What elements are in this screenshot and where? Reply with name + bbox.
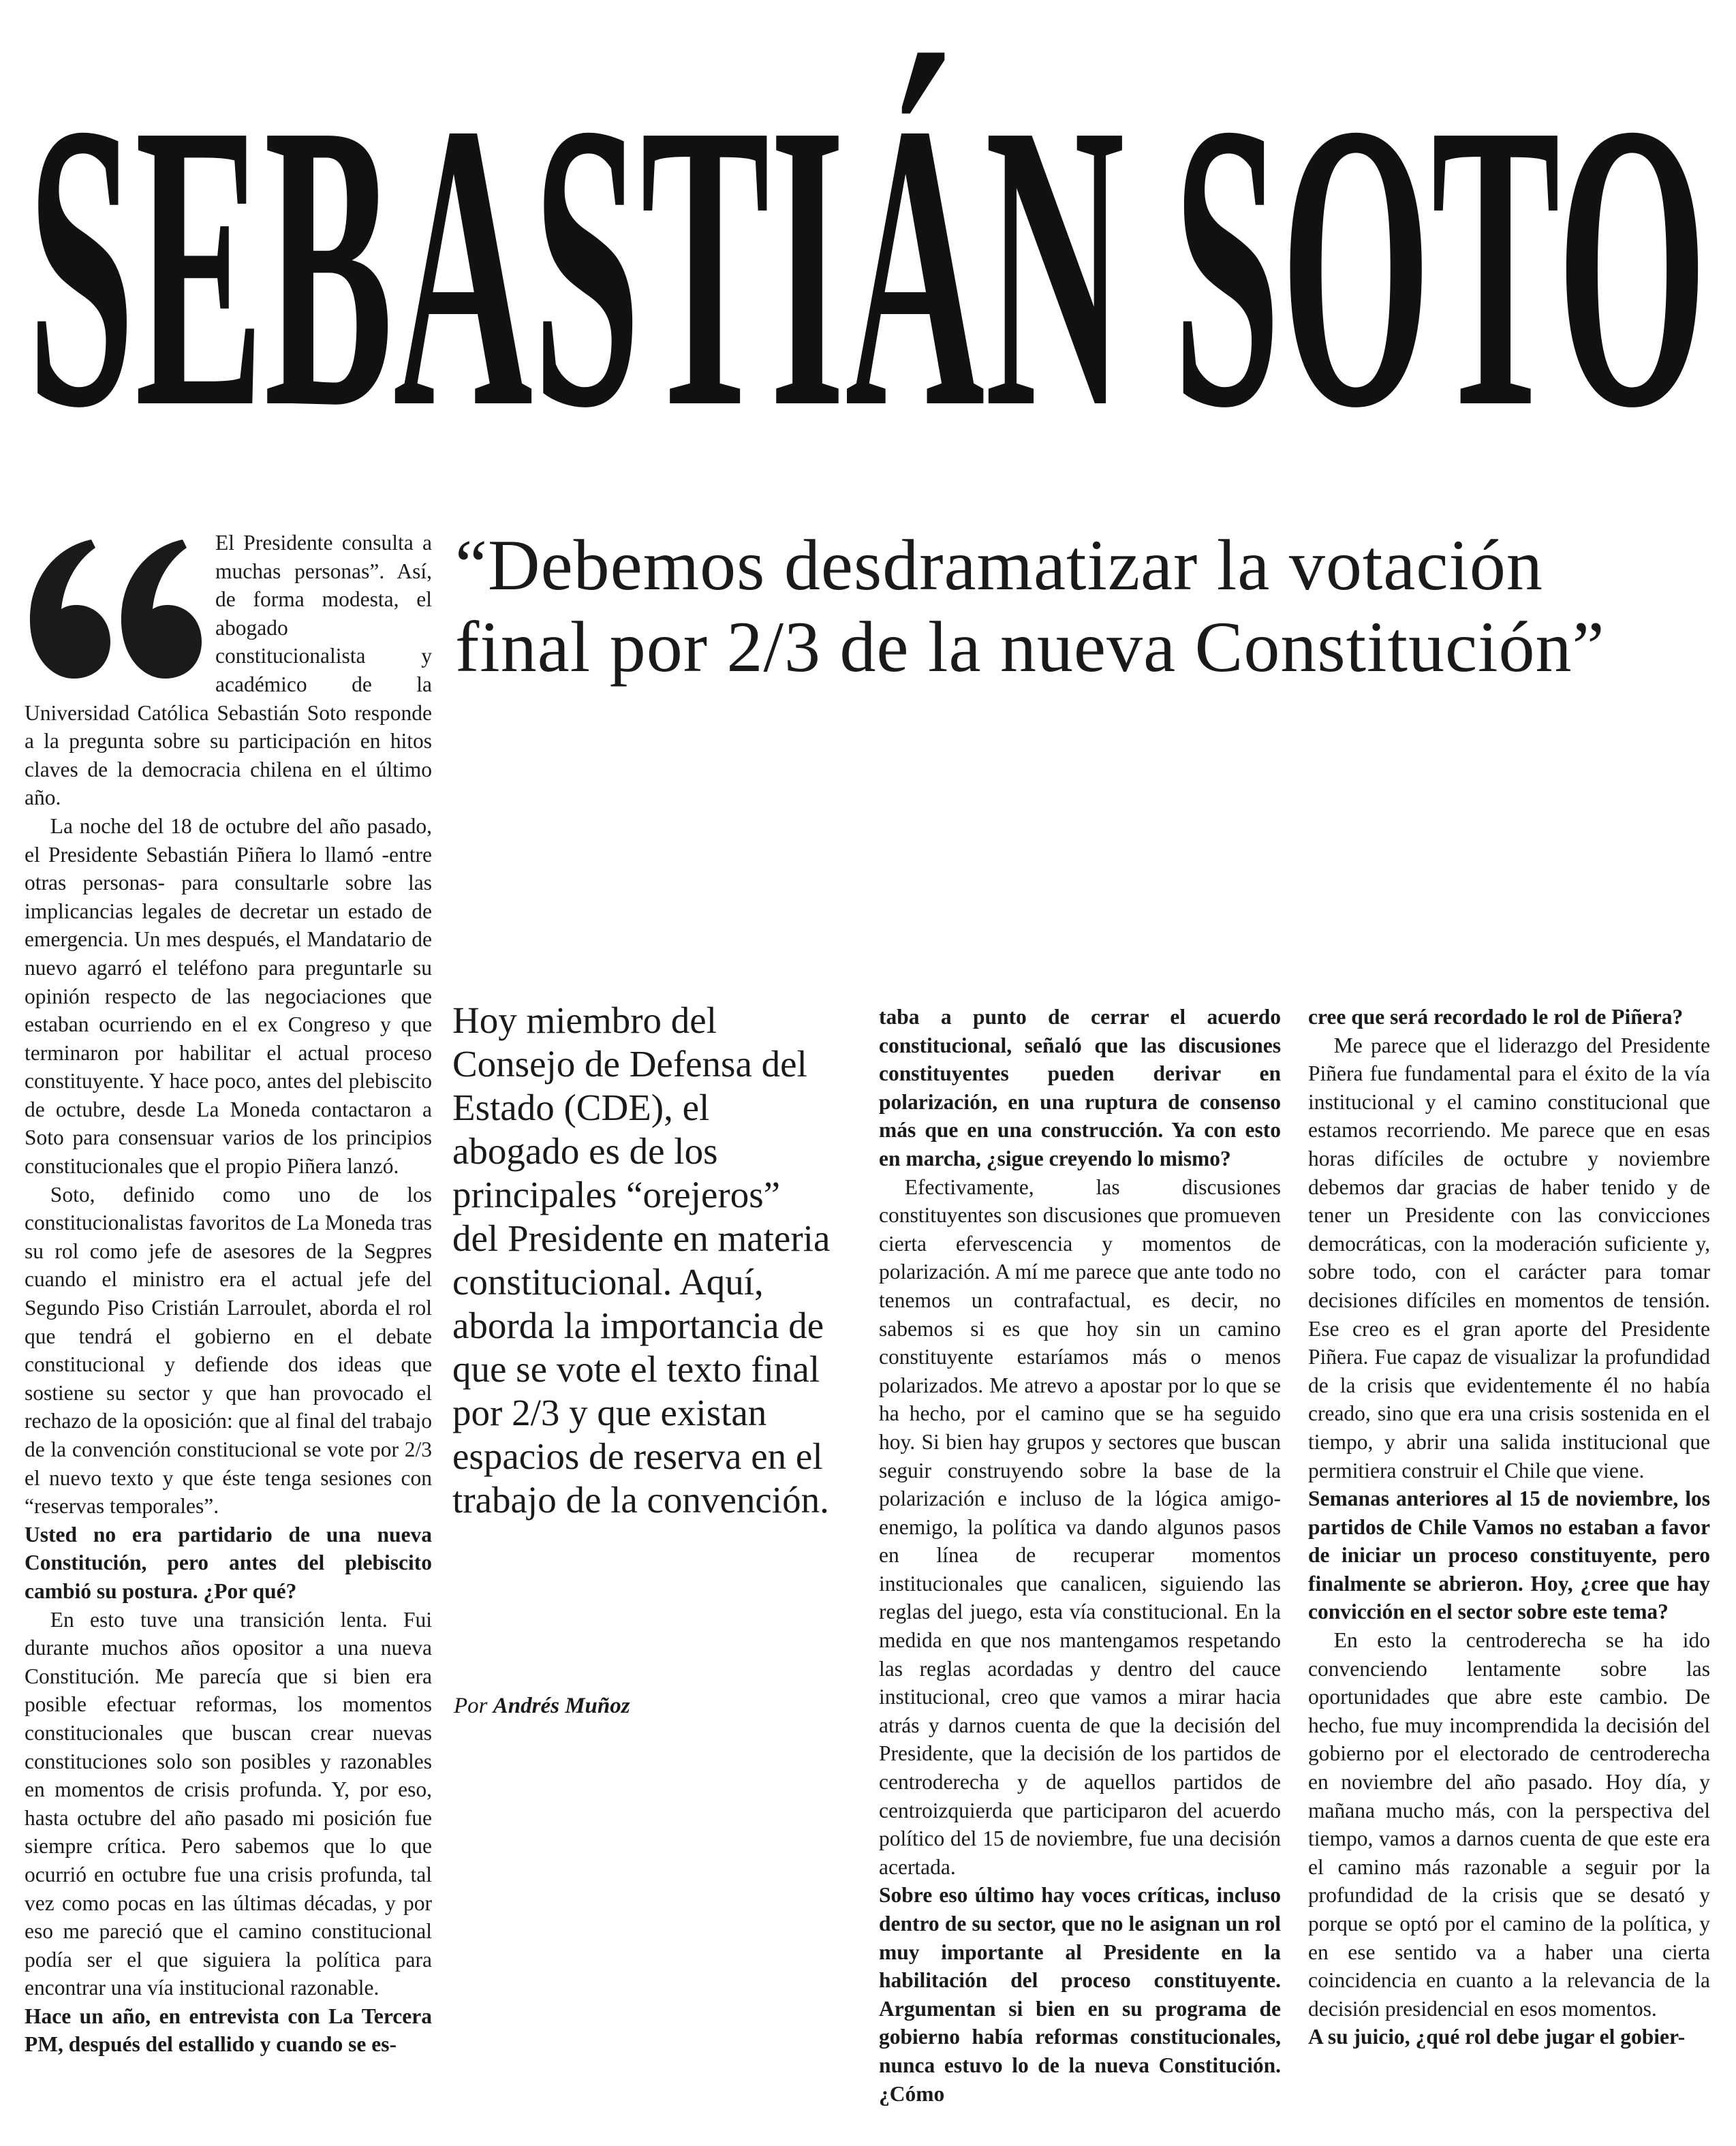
interview-question: Hace un año, en entrevista con La Tercera PM, después del estallido y cuando se es-	[25, 2004, 432, 2057]
paragraph: En esto tuve una transición lenta. Fui durante muchos años opositor a una nueva Constitución. Me parecía que si bien era posible efectuar reformas, los momentos constitucionales que buscan crear nuevas constituciones solo son posibles y razonables en momentos de crisis profunda. Y, por eso, hasta octubre del año pasado mi posición fue siempre crítica. Pero sabemos que lo que ocurrió en octubre fue una crisis profunda, tal vez como pocas en las últimas décadas, y por eso me pareció que el camino constitucional podía ser el que siguiera la política para encontrar una vía institucional razonable.	[25, 1607, 432, 2000]
opening-quote-icon	[25, 527, 203, 687]
interview-question: Usted no era partidario de una nueva Constitución, pero antes del plebiscito cambió su postura. ¿Por qué?	[25, 1522, 432, 1603]
paragraph: Me parece que el liderazgo del Presidente Piñera fue fundamental para el éxito de la vía institucional y el camino constitucional que estamos recorriendo. Me parece que en esas horas difíciles de octubre y noviembre debemos dar gracias de haber tenido y de tener un Presidente con las convicciones democráticas, con la moderación suficiente y, sobre todo, con el carácter para tomar decisiones difíciles en momentos de tensión. Ese creo es el gran aporte del Presidente Piñera. Fue capaz de visualizar la profundidad de la crisis que evidentemente él no había creado, sino que era una crisis sostenida en el tiempo, y abrir una salida institucional que permitiera construir el Chile que viene.	[1308, 1033, 1710, 1482]
paragraph: Soto, definido como uno de los constitucionalistas favoritos de La Moneda tras su rol como jefe de asesores de la Segpres cuando el ministro era el actual jefe del Segundo Piso Cristián Larroulet, aborda el rol que tendrá el gobierno en el debate constitucional y defiende dos ideas que sostiene su sector y que han provocado el rechazo de la oposición: que al final del trabajo de la convención constitucional se vote por 2/3 el nuevo texto y que éste tenga sesiones con “reservas temporales”.	[25, 1182, 432, 1519]
byline-prefix: Por	[454, 1694, 488, 1718]
paragraph: Efectivamente, las discusiones constituyentes son discusiones que promueven cierta efervescencia y momentos de polarización. A mí me parece que ante todo no tenemos un contrafactual, es decir, no sabemos si es que hoy sin un camino constituyente estaríamos más o menos polarizados. Me atrevo a apostar por lo que se ha hecho, por el camino que se ha seguido hoy. Si bien hay grupos y sectores que buscan seguir construyendo sobre la base de la polarización e incluso de la lógica amigo-enemigo, la política va dando algunos pasos en línea de recuperar momentos institucionales que canalicen, siguiendo las reglas del juego, esta vía constitucional. En la medida en que nos mantengamos respetando las reglas acordadas y dentro del cauce institucional, creo que vamos a mirar hacia atrás y darnos cuenta de que la decisión del Presidente, que la decisión de los partidos de centroderecha y de aquellos partidos de centroizquierda que participaron del acuerdo político del 15 de noviembre, fue una decisión acertada.	[879, 1175, 1281, 1879]
byline-author: Andrés Muñoz	[493, 1694, 630, 1718]
paragraph: La noche del 18 de octubre del año pasado, el Presidente Sebastián Piñera lo llamó -entre otras personas- para consultarle sobre las implicancias legales de decretar un estado de emergencia. Un mes después, el Mandatario de nuevo agarró el teléfono para preguntarle su opinión respecto de las negociaciones que estaban ocurriendo en el ex Congreso y que terminaron por habilitar el actual proceso constituyente. Y hace poco, antes del plebiscito de octubre, desde La Moneda contactaron a Soto para consensuar varios de los principios constitucionales que el propio Piñera lanzó.	[25, 813, 432, 1179]
article-column-4	[1308, 1003, 1710, 2051]
interview-question: A su juicio, ¿qué rol debe jugar el gobier-	[1308, 2025, 1686, 2049]
article-column-1	[25, 529, 432, 2059]
byline	[454, 1692, 835, 1720]
article-column-3	[879, 1003, 1281, 2108]
interview-question: Semanas anteriores al 15 de noviembre, los partidos de Chile Vamos no estaban a favor de iniciar un proceso constituyente, pero finalmente se abrieron. Hoy, ¿cree que hay convicción en el sector sobre este tema?	[1308, 1487, 1710, 1624]
pull-quote: “Debemos desdramatizar la votación final por 2/3 de la nueva Constitución”	[455, 525, 1605, 687]
paragraph: En esto la centroderecha se ha ido convenciendo lentamente sobre las oportunidades que abre este cambio. De hecho, fue muy incomprendida la decisión del gobierno por el electorado de centroderecha en noviembre del año pasado. Hoy día, y mañana mucho más, con la perspectiva del tiempo, vamos a darnos cuenta de que este era el camino más razonable a seguir por la profundidad de la crisis que se desató y porque se optó por el camino de la política, y en ese sentido va a haber una cierta coincidencia en cuanto a la relevancia de la decisión presidencial en esos momentos.	[1308, 1628, 1710, 2021]
headline	[27, 35, 1710, 417]
headline-svg	[27, 35, 1710, 417]
article-deck: Hoy miembro del Consejo de Defensa del Estado (CDE), el abogado es de los principales “orejeros” del Presidente en materia constitucional. Aquí, aborda la importancia de que se vote el texto final por 2/3 y que existan espacios de reserva en el trabajo de la convención.	[452, 999, 831, 1521]
interview-question: Sobre eso último hay voces críticas, incluso dentro de su sector, que no le asignan un rol muy importante al Presidente en la habilitación del proceso constituyente. Argumentan si bien en su programa de gobierno había reformas constitucionales, nunca estuvo lo de la nueva Constitución. ¿Cómo	[879, 1883, 1281, 2106]
interview-question: cree que será recordado le rol de Piñera?	[1308, 1005, 1684, 1029]
headline-text: SEBASTIÁN SOTO	[27, 39, 1707, 417]
interview-question: taba a punto de cerrar el acuerdo constitucional, señaló que las discusiones constituyentes pueden derivar en polarización, en una ruptura de consenso más que en una construcción. Ya con esto en marcha, ¿sigue creyendo lo mismo?	[879, 1005, 1281, 1170]
paragraph: El Presidente consulta a muchas personas”. Así, de forma modesta, el abogado constitucionalista y académico de la Universidad Católica Sebastián Soto responde a la pregunta sobre su participación en hitos claves de la democracia chilena en el último año.	[25, 531, 432, 810]
